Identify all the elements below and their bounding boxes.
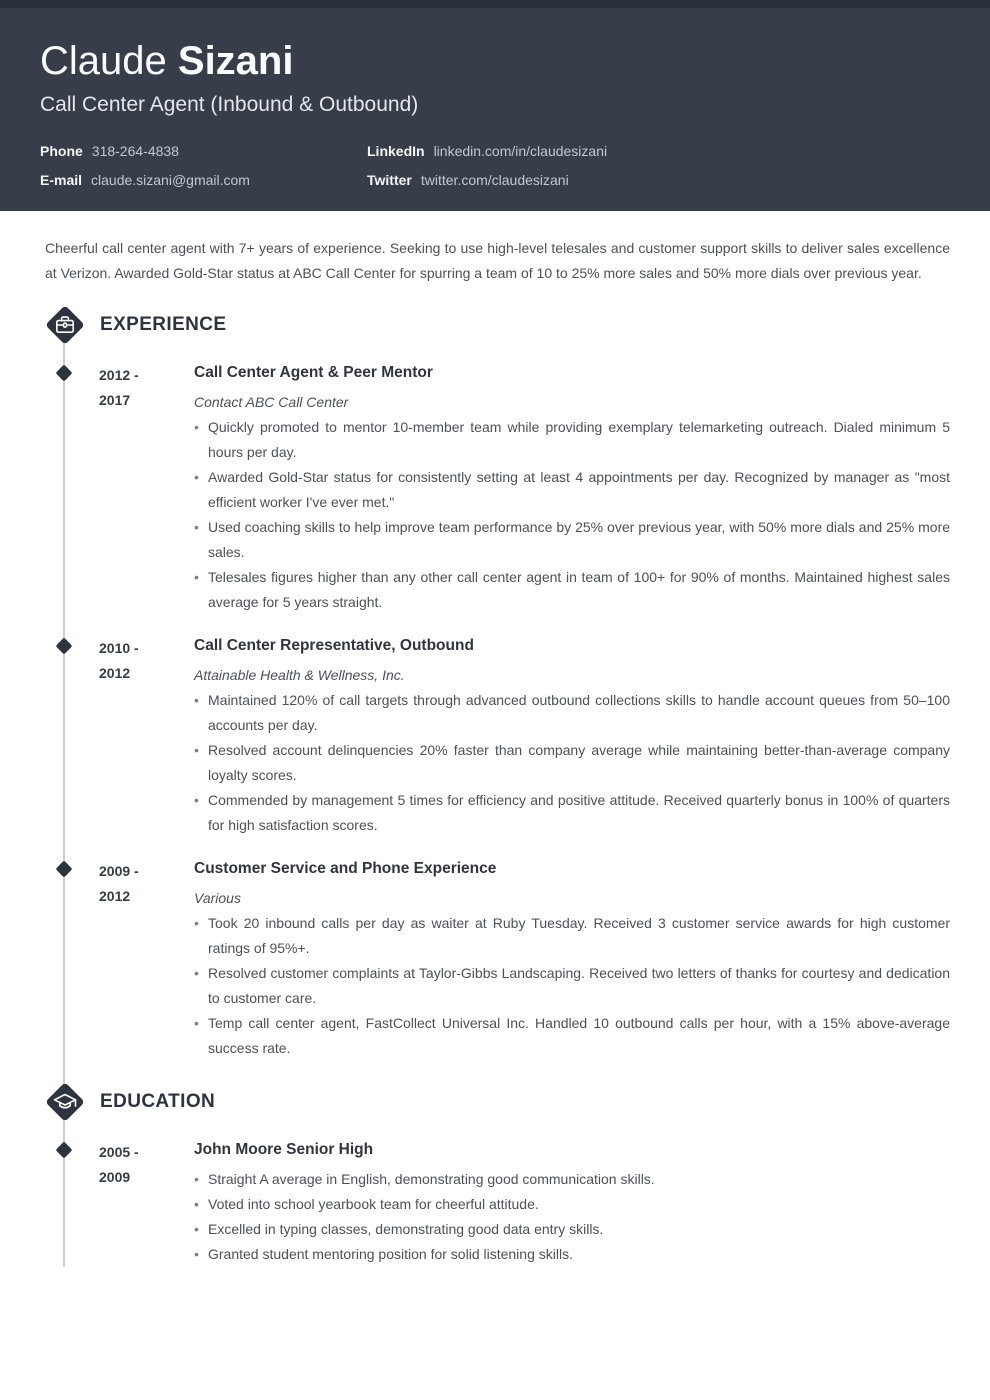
- experience-entry: [0, 859, 990, 1061]
- date-from: 2012 -: [99, 367, 139, 383]
- bullet-text: Voted into school yearbook team for cheerful attitude.: [208, 1196, 539, 1212]
- date-to: 2012: [99, 665, 131, 681]
- date-to: 2017: [99, 392, 131, 408]
- person-name: [40, 38, 950, 84]
- bullet-text: Temp call center agent, FastCollect Universal Inc. Handled 10 outbound calls per hour, with a 15% above-average success rate.: [208, 1015, 950, 1056]
- contact-twitter: [367, 172, 950, 188]
- timeline-line: [63, 326, 65, 1267]
- list-item: [194, 565, 950, 615]
- list-item: [194, 1192, 950, 1217]
- list-item: [194, 1167, 950, 1192]
- entry-company: Contact ABC Call Center: [194, 394, 349, 410]
- section-education: [0, 1079, 990, 1267]
- section-title: EXPERIENCE: [100, 314, 227, 335]
- list-item: [194, 1011, 950, 1061]
- section-title: EDUCATION: [100, 1091, 216, 1112]
- graduation-cap-icon: [42, 1079, 88, 1125]
- timeline-diamond-icon: [56, 365, 73, 382]
- bullet-text: Resolved customer complaints at Taylor-Gibbs Landscaping. Received two letters of thanks for courtesy and dedication to customer care.: [208, 965, 950, 1006]
- last-name: Sizani: [177, 39, 294, 83]
- experience-entry: [0, 363, 990, 615]
- bullet-icon: •: [194, 792, 199, 808]
- contact-label: LinkedIn: [367, 143, 425, 159]
- contact-value: claude.sizani@gmail.com: [91, 172, 250, 188]
- bullet-text: Took 20 inbound calls per day as waiter at Ruby Tuesday. Received 3 customer service awards for high customer ratings of 95%+.: [208, 915, 950, 956]
- entry-title: Customer Service and Phone Experience: [194, 860, 497, 877]
- bullet-icon: •: [194, 1246, 199, 1262]
- section-header: [42, 302, 990, 348]
- bullet-text: Telesales figures higher than any other call center agent in team of 100+ for 90% of months. Maintained highest sales average for 5 years straight.: [208, 569, 950, 610]
- bullet-text: Excelled in typing classes, demonstrating good data entry skills.: [208, 1221, 604, 1237]
- experience-entries: [0, 363, 990, 1061]
- job-role-title: Call Center Agent (Inbound & Outbound): [40, 93, 419, 116]
- bullet-text: Granted student mentoring position for solid listening skills.: [208, 1246, 573, 1262]
- contact-label: E-mail: [40, 172, 83, 188]
- bullet-icon: •: [194, 915, 199, 931]
- list-item: [194, 415, 950, 465]
- contact-phone: [40, 143, 367, 159]
- briefcase-icon: [42, 302, 88, 348]
- experience-entry: [0, 636, 990, 838]
- list-item: [194, 465, 950, 515]
- resume-header: [0, 0, 990, 211]
- entry-company: Various: [194, 890, 241, 906]
- bullet-icon: •: [194, 419, 199, 435]
- entry-dates: [99, 859, 194, 1061]
- list-item: [194, 1242, 950, 1267]
- contact-label: Twitter: [367, 172, 412, 188]
- entry-title: John Moore Senior High: [194, 1141, 374, 1158]
- date-to: 2012: [99, 888, 131, 904]
- contact-value: linkedin.com/in/claudesizani: [433, 143, 608, 159]
- bullet-icon: •: [194, 692, 199, 708]
- list-item: [194, 515, 950, 565]
- bullet-text: Commended by management 5 times for efficiency and positive attitude. Received quarterly bonus in 100% of quarters for high satisfaction scores.: [208, 792, 950, 833]
- section-header: [42, 1079, 990, 1125]
- entry-title: Call Center Representative, Outbound: [194, 637, 474, 654]
- education-entry: [0, 1140, 990, 1267]
- list-item: [194, 788, 950, 838]
- bullet-icon: •: [194, 1171, 199, 1187]
- date-from: 2005 -: [99, 1144, 139, 1160]
- bullet-text: Used coaching skills to help improve team performance by 25% over previous year, with 50% more dials and 25% more sales.: [208, 519, 950, 560]
- bullet-text: Straight A average in English, demonstrating good communication skills.: [208, 1171, 655, 1187]
- contact-info: [40, 143, 950, 188]
- date-from: 2010 -: [99, 640, 139, 656]
- contact-label: Phone: [40, 143, 83, 159]
- education-entries: [0, 1140, 990, 1267]
- section-experience: [0, 302, 990, 1061]
- professional-summary: Cheerful call center agent with 7+ years of experience. Seeking to use high-level telesales and customer support skills to deliver sales excellence at Verizon. Awarded Gold-Star status at ABC Call Center for spurring a team of 10 to 25% more sales and 50% more dials over previous year.: [45, 240, 950, 281]
- bullet-icon: •: [194, 569, 199, 585]
- entry-dates: [99, 363, 194, 615]
- list-item: [194, 688, 950, 738]
- date-from: 2009 -: [99, 863, 139, 879]
- bullet-icon: •: [194, 519, 199, 535]
- entry-dates: [99, 636, 194, 838]
- list-item: [194, 911, 950, 961]
- contact-value: twitter.com/claudesizani: [420, 172, 569, 188]
- bullet-text: Resolved account delinquencies 20% faster than company average while maintaining better-than-average company loyalty scores.: [208, 742, 950, 783]
- list-item: [194, 961, 950, 1011]
- resume-body: [0, 302, 990, 1267]
- bullet-icon: •: [194, 965, 199, 981]
- bullet-text: Awarded Gold-Star status for consistently setting at least 4 appointments per day. Recognized by manager as "most efficient worker I've ever met.": [208, 469, 950, 510]
- contact-value: 318-264-4838: [91, 143, 179, 159]
- contact-linkedin: [367, 143, 950, 159]
- bullet-icon: •: [194, 742, 199, 758]
- entry-company: Attainable Health & Wellness, Inc.: [194, 667, 405, 683]
- timeline-diamond-icon: [56, 861, 73, 878]
- list-item: [194, 1217, 950, 1242]
- first-name: Claude: [40, 39, 167, 83]
- timeline-diamond-icon: [56, 638, 73, 655]
- bullet-icon: •: [194, 1221, 199, 1237]
- bullet-icon: •: [194, 1015, 199, 1031]
- bullet-text: Quickly promoted to mentor 10-member team while providing exemplary telemarketing outreach. Dialed minimum 5 hours per day.: [208, 419, 950, 460]
- entry-dates: [99, 1140, 194, 1267]
- list-item: [194, 738, 950, 788]
- bullet-text: Maintained 120% of call targets through advanced outbound collections skills to handle account queues from 50–100 accounts per day.: [208, 692, 950, 733]
- bullet-icon: •: [194, 469, 199, 485]
- entry-title: Call Center Agent & Peer Mentor: [194, 364, 433, 381]
- header-top-strip: [0, 0, 990, 8]
- bullet-icon: •: [194, 1196, 199, 1212]
- date-to: 2009: [99, 1169, 131, 1185]
- timeline-diamond-icon: [56, 1142, 73, 1159]
- contact-email: [40, 172, 367, 188]
